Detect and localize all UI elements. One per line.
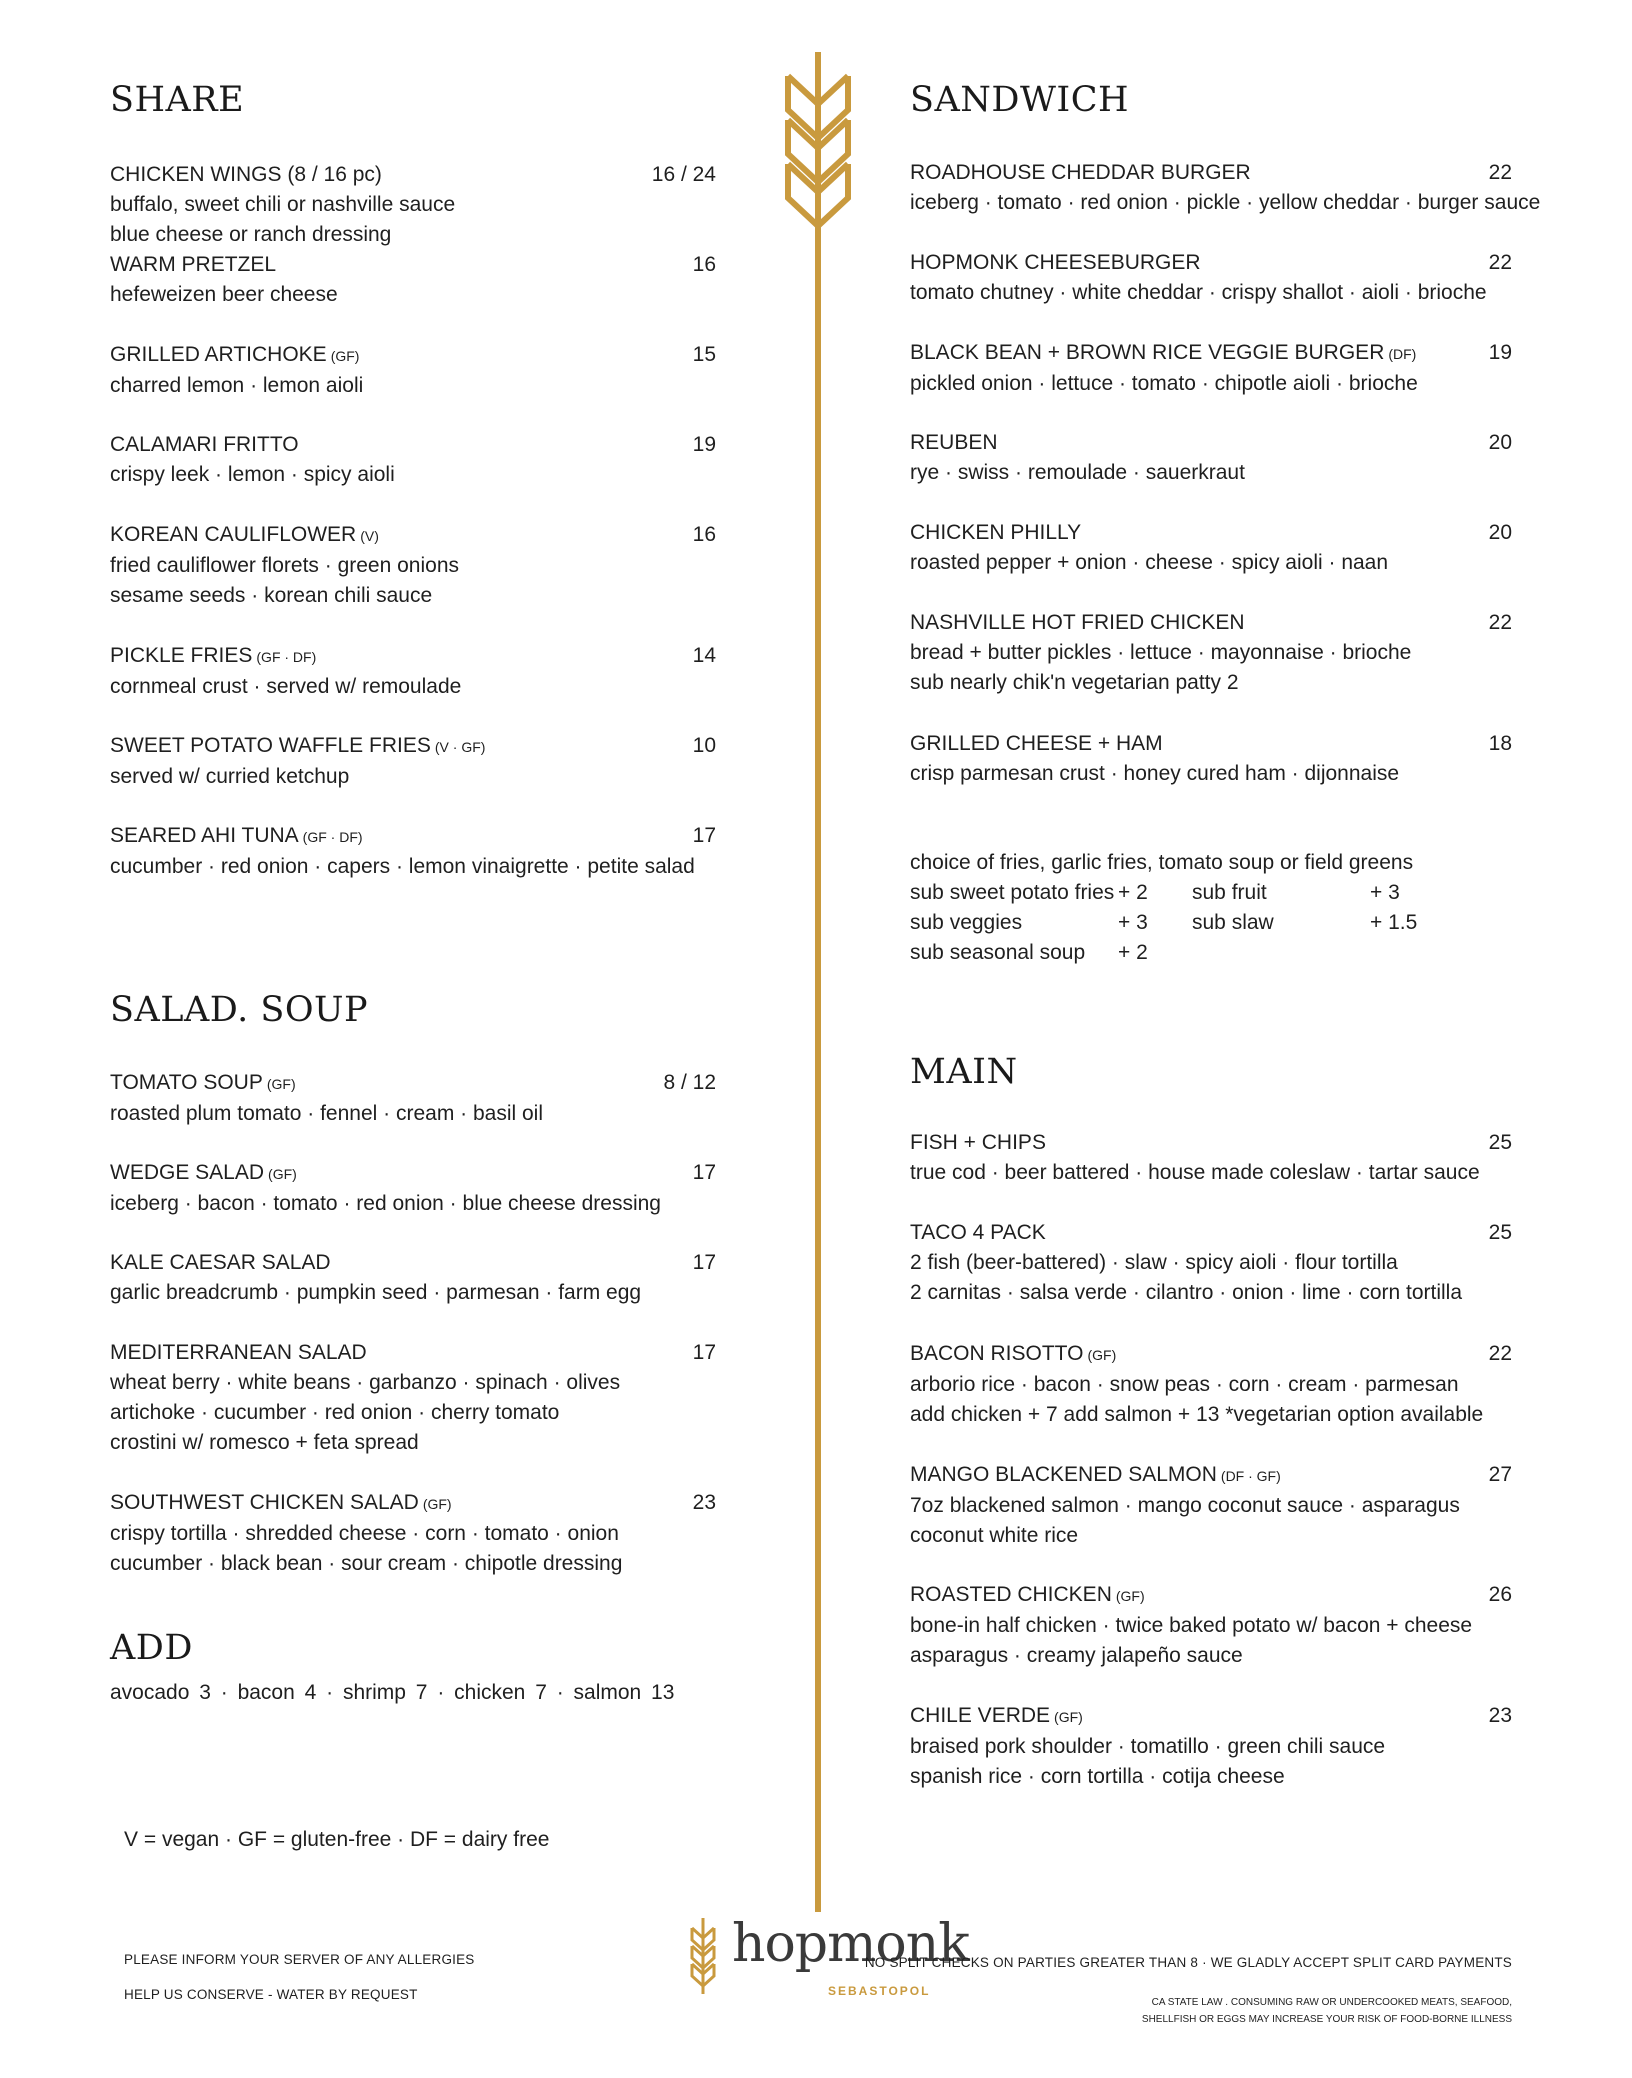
diet-tag: (GF): [268, 1166, 297, 1182]
diet-tag: (GF): [1087, 1347, 1117, 1363]
diet-tag: (GF): [422, 1496, 452, 1512]
menu-item-description: blue cheese or ranch dressing: [110, 223, 392, 246]
menu-item-description: bread + butter pickles · lettuce · mayonnaise · brioche: [910, 641, 1412, 664]
menu-item-description: crispy leek · lemon · spicy aioli: [110, 463, 395, 486]
menu-item-name: GRILLED ARTICHOKE: [110, 343, 327, 366]
menu-item: [910, 1128, 1512, 1188]
menu-item-description: sub nearly chik'n vegetarian patty 2: [910, 671, 1239, 694]
health-warning-line: SHELLFISH OR EGGS MAY INCREASE YOUR RISK OF FOOD-BORNE ILLNESS: [1141, 2014, 1512, 2025]
diet-tag: (GF): [1054, 1709, 1083, 1725]
menu-item-header: [110, 731, 716, 762]
menu-item-price: 20: [1488, 521, 1512, 544]
menu-item-price: 17: [692, 1161, 716, 1184]
wheat-stalk-divider: [780, 52, 856, 1912]
menu-item-price: 22: [1488, 1342, 1512, 1365]
menu-item-price: 19: [1488, 341, 1512, 364]
add-section-title: ADD: [110, 1628, 193, 1668]
diet-tag: (V): [360, 528, 379, 544]
health-warning: [1142, 1994, 1512, 2028]
menu-item-header: [910, 338, 1512, 369]
menu-item-name: ROADHOUSE CHEDDAR BURGER: [910, 161, 1251, 184]
menu-item-header: [910, 428, 1512, 458]
side-option: sub fruit: [1192, 881, 1267, 904]
menu-item-header: [110, 641, 716, 672]
diet-tag: (GF · DF): [302, 829, 363, 845]
menu-item-header: [910, 1339, 1512, 1370]
side-price: + 2: [1118, 941, 1148, 964]
add-ons-line: avocado 3 · bacon 4 · shrimp 7 · chicken 7 · salmon 13: [110, 1681, 675, 1704]
menu-item-header: [110, 1068, 716, 1099]
menu-item-description: 2 fish (beer-battered) · slaw · spicy aioli · flour tortilla: [910, 1251, 1398, 1274]
menu-item: [110, 520, 716, 611]
diet-tag: (V · GF): [434, 739, 486, 755]
side-price: + 3: [1370, 881, 1400, 904]
menu-item-description: buffalo, sweet chili or nashville sauce: [110, 193, 456, 216]
menu-item-price: 22: [1488, 161, 1512, 184]
menu-item-description: crostini w/ romesco + feta spread: [110, 1431, 419, 1454]
menu-item-header: [910, 158, 1512, 188]
menu-item-description: sesame seeds · korean chili sauce: [110, 584, 433, 607]
menu-item: [110, 1488, 716, 1579]
side-price: + 2: [1118, 881, 1148, 904]
menu-item: [110, 250, 716, 310]
sides-row: [910, 938, 1413, 968]
menu-item: [110, 641, 716, 702]
salad-section-title: SALAD. SOUP: [110, 990, 369, 1030]
menu-item-description: 2 carnitas · salsa verde · cilantro · onion · lime · corn tortilla: [910, 1281, 1463, 1304]
menu-item: [910, 248, 1512, 308]
menu-item-name: SWEET POTATO WAFFLE FRIES: [110, 734, 431, 757]
menu-item-description: fried cauliflower florets · green onions: [110, 554, 460, 577]
side-option: sub sweet potato fries: [910, 881, 1115, 904]
menu-item-name: NASHVILLE HOT FRIED CHICKEN: [910, 611, 1245, 634]
menu-item-name: REUBEN: [910, 431, 998, 454]
menu-item-name: BLACK BEAN + BROWN RICE VEGGIE BURGER: [910, 341, 1385, 364]
side-option: sub veggies: [910, 911, 1023, 934]
menu-item-description: wheat berry · white beans · garbanzo · spinach · olives: [110, 1371, 621, 1394]
menu-item-price: 27: [1488, 1463, 1512, 1486]
menu-item-description: iceberg · bacon · tomato · red onion · blue cheese dressing: [110, 1192, 661, 1215]
menu-item-description: cornmeal crust · served w/ remoulade: [110, 675, 462, 698]
sides-intro: choice of fries, garlic fries, tomato soup or field greens: [910, 851, 1414, 874]
menu-item-price: 18: [1488, 732, 1512, 755]
menu-item: [910, 518, 1512, 578]
menu-item: [110, 731, 716, 792]
menu-item: [110, 340, 716, 401]
menu-item: [910, 1701, 1512, 1792]
menu-item-description: garlic breadcrumb · pumpkin seed · parmesan · farm egg: [110, 1281, 642, 1304]
menu-item-name: CHILE VERDE: [910, 1704, 1051, 1727]
menu-item-description: crispy tortilla · shredded cheese · corn · tomato · onion: [110, 1522, 619, 1545]
share-section-title: SHARE: [110, 80, 245, 120]
sides-row: [910, 878, 1413, 908]
menu-item: [910, 428, 1512, 488]
menu-item-price: 14: [692, 644, 716, 667]
menu-item-price: 16 / 24: [651, 163, 716, 186]
location-label: SEBASTOPOL: [828, 1984, 931, 1998]
menu-item-description: crisp parmesan crust · honey cured ham · dijonnaise: [910, 762, 1400, 785]
menu-item-header: [910, 729, 1512, 759]
diet-tag: (DF): [1388, 346, 1417, 362]
menu-item: [910, 1339, 1512, 1430]
diet-legend: V = vegan · GF = gluten-free · DF = dairy free: [124, 1828, 550, 1851]
menu-item-header: [910, 1218, 1512, 1248]
menu-item-description: roasted pepper + onion · cheese · spicy aioli · naan: [910, 551, 1389, 574]
menu-item-price: 22: [1488, 611, 1512, 634]
menu-item-header: [110, 340, 716, 371]
menu-item-price: 10: [692, 734, 716, 757]
menu-item-description: true cod · beer battered · house made coleslaw · tartar sauce: [910, 1161, 1480, 1184]
menu-item: [110, 160, 716, 250]
diet-tag: (GF): [266, 1076, 296, 1092]
menu-item-name: TACO 4 PACK: [910, 1221, 1046, 1244]
menu-item-name: FISH + CHIPS: [910, 1131, 1046, 1154]
menu-item-header: [110, 1338, 716, 1368]
menu-item-price: 8 / 12: [663, 1071, 716, 1094]
menu-item-header: [910, 1128, 1512, 1158]
menu-item: [910, 1218, 1512, 1308]
menu-item: [910, 158, 1541, 218]
menu-item-header: [110, 520, 716, 551]
menu-item-description: coconut white rice: [910, 1524, 1079, 1547]
menu-item-price: 25: [1488, 1221, 1512, 1244]
menu-item-price: 23: [1488, 1704, 1512, 1727]
menu-item-name: PICKLE FRIES: [110, 644, 253, 667]
menu-item-description: 7oz blackened salmon · mango coconut sauce · asparagus: [910, 1494, 1460, 1517]
menu-item-name: MEDITERRANEAN SALAD: [110, 1341, 367, 1364]
menu-item-name: WARM PRETZEL: [110, 253, 277, 276]
menu-item-name: KOREAN CAULIFLOWER: [110, 523, 357, 546]
allergy-notice: PLEASE INFORM YOUR SERVER OF ANY ALLERGIES: [124, 1952, 475, 1967]
menu-item-name: CALAMARI FRITTO: [110, 433, 299, 456]
menu-item-price: 17: [692, 824, 716, 847]
menu-item-description: braised pork shoulder · tomatillo · green chili sauce: [910, 1735, 1386, 1758]
menu-item-description: roasted plum tomato · fennel · cream · basil oil: [110, 1102, 544, 1125]
menu-item-price: 17: [692, 1251, 716, 1274]
diet-tag: (GF · DF): [256, 649, 317, 665]
menu-item-header: [910, 1580, 1512, 1611]
menu-item: [110, 1158, 716, 1219]
menu-item-description: tomato chutney · white cheddar · crispy shallot · aioli · brioche: [910, 281, 1487, 304]
side-option: sub slaw: [1192, 911, 1274, 934]
menu-item-price: 17: [692, 1341, 716, 1364]
menu-item-price: 22: [1488, 251, 1512, 274]
menu-item-name: HOPMONK CHEESEBURGER: [910, 251, 1201, 274]
menu-item-name: MANGO BLACKENED SALMON: [910, 1463, 1217, 1486]
menu-item-header: [110, 250, 716, 280]
menu-item-header: [110, 1248, 716, 1278]
menu-item-description: iceberg · tomato · red onion · pickle · yellow cheddar · burger sauce: [910, 191, 1541, 214]
diet-tag: (GF): [330, 348, 360, 364]
menu-item: [110, 1338, 716, 1458]
menu-item-header: [110, 430, 716, 460]
main-section-title: MAIN: [910, 1052, 1018, 1092]
menu-item-description: asparagus · creamy jalapeño sauce: [910, 1644, 1243, 1667]
menu-item-description: pickled onion · lettuce · tomato · chipotle aioli · brioche: [910, 372, 1418, 395]
menu-item-description: artichoke · cucumber · red onion · cherry tomato: [110, 1401, 560, 1424]
menu-item: [110, 1068, 716, 1129]
menu-item-header: [910, 1460, 1512, 1491]
menu-item-price: 15: [692, 343, 716, 366]
menu-item-name: TOMATO SOUP: [110, 1071, 263, 1094]
side-price: + 1.5: [1370, 911, 1418, 934]
menu-item-price: 26: [1488, 1583, 1512, 1606]
menu-item-price: 20: [1488, 431, 1512, 454]
menu-item-description: served w/ curried ketchup: [110, 765, 350, 788]
menu-item: [910, 1460, 1512, 1551]
menu-item: [910, 729, 1512, 789]
menu-item-description: arborio rice · bacon · snow peas · corn · cream · parmesan: [910, 1373, 1459, 1396]
menu-item-price: 23: [692, 1491, 716, 1514]
menu-item: [910, 1580, 1512, 1671]
menu-item-name: SEARED AHI TUNA: [110, 824, 299, 847]
menu-item-price: 16: [692, 523, 716, 546]
menu-item-price: 16: [692, 253, 716, 276]
menu-item-name: ROASTED CHICKEN: [910, 1583, 1112, 1606]
menu-item-header: [910, 248, 1512, 278]
menu-item-name: WEDGE SALAD: [110, 1161, 265, 1184]
hopmonk-logo: hopmonk: [732, 1914, 969, 1974]
water-notice: HELP US CONSERVE - WATER BY REQUEST: [124, 1987, 418, 2002]
split-check-policy: NO SPLIT CHECKS ON PARTIES GREATER THAN 8 · WE GLADLY ACCEPT SPLIT CARD PAYMENTS: [864, 1955, 1512, 1970]
health-warning-line: CA STATE LAW . CONSUMING RAW OR UNDERCOOKED MEATS, SEAFOOD,: [1151, 1997, 1512, 2008]
menu-item-description: cucumber · red onion · capers · lemon vinaigrette · petite salad: [110, 855, 695, 878]
sandwich-section-title: SANDWICH: [910, 80, 1130, 120]
menu-item-name: KALE CAESAR SALAD: [110, 1251, 331, 1274]
hopmonk-wheat-logo-icon: [688, 1918, 718, 1994]
sandwich-sides: [910, 848, 1418, 968]
menu-item-header: [910, 608, 1512, 638]
menu-item-description: rye · swiss · remoulade · sauerkraut: [910, 461, 1245, 484]
diet-tag: (GF): [1115, 1588, 1145, 1604]
sides-row: [910, 908, 1418, 938]
menu-item-name: GRILLED CHEESE + HAM: [910, 732, 1163, 755]
menu-item-header: [910, 518, 1512, 548]
menu-item: [110, 1248, 716, 1308]
menu-item-description: charred lemon · lemon aioli: [110, 374, 364, 397]
menu-item: [910, 608, 1512, 698]
menu-item-header: [910, 1701, 1512, 1732]
side-price: + 3: [1118, 911, 1148, 934]
menu-item-price: 25: [1488, 1131, 1512, 1154]
menu-item: [910, 338, 1512, 399]
menu-item-header: [110, 1158, 716, 1189]
menu-item: [110, 821, 716, 882]
menu-item-name: CHICKEN PHILLY: [910, 521, 1082, 544]
menu-item-name: BACON RISOTTO: [910, 1342, 1084, 1365]
diet-tag: (DF · GF): [1220, 1468, 1281, 1484]
menu-item-header: [110, 1488, 716, 1519]
menu-item-name: CHICKEN WINGS (8 / 16 pc): [110, 163, 382, 186]
menu-item-description: hefeweizen beer cheese: [110, 283, 338, 306]
menu-item-header: [110, 160, 716, 190]
menu-item-description: bone-in half chicken · twice baked potato w/ bacon + cheese: [910, 1614, 1473, 1637]
side-option: sub seasonal soup: [910, 941, 1086, 964]
menu-item-name: SOUTHWEST CHICKEN SALAD: [110, 1491, 419, 1514]
menu-item: [110, 430, 716, 490]
menu-item-description: cucumber · black bean · sour cream · chipotle dressing: [110, 1552, 623, 1575]
menu-item-price: 19: [692, 433, 716, 456]
menu-item-description: spanish rice · corn tortilla · cotija cheese: [910, 1765, 1285, 1788]
menu-item-header: [110, 821, 716, 852]
menu-item-description: add chicken + 7 add salmon + 13 *vegetarian option available: [910, 1403, 1484, 1426]
